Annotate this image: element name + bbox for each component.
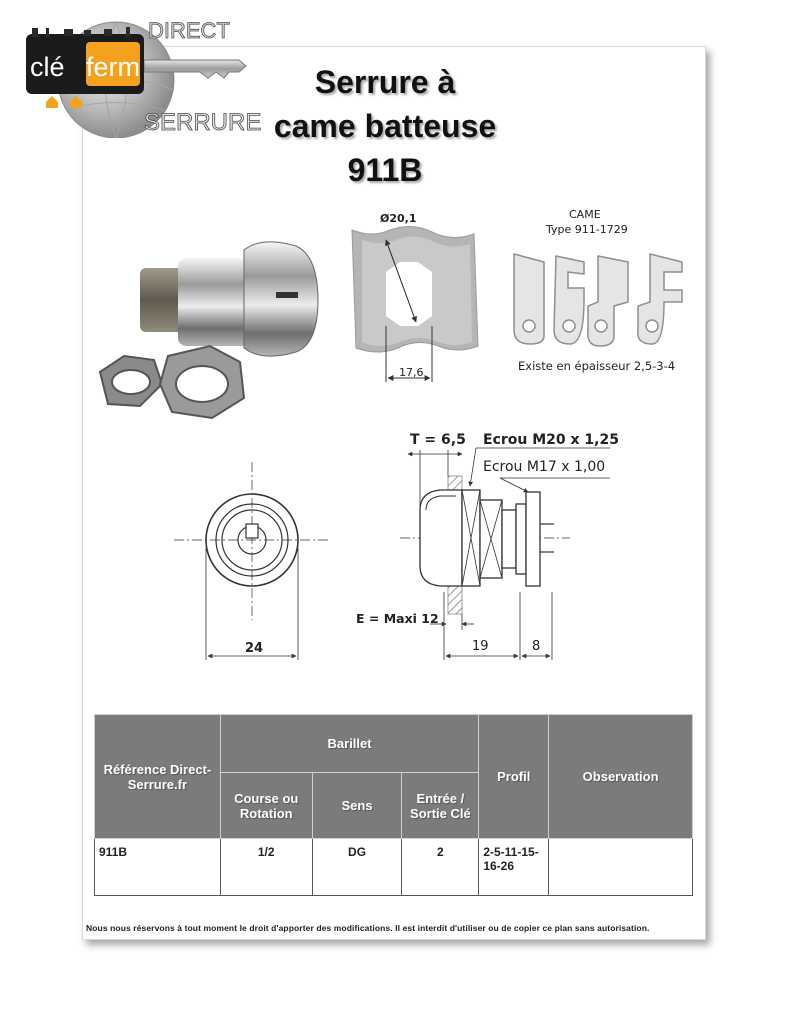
header-entree: Entrée / Sortie Clé [402,773,479,839]
nut-m17-label: Ecrou M17 x 1,00 [483,459,606,475]
profile-plate-drawing [352,226,478,382]
hex-nut-large [160,346,244,418]
logo-word-direct: DIRECT [148,18,230,43]
cam-label-line2: Type 911-1729 [546,223,628,236]
logo-brand-part2: ferm [86,52,140,82]
header-barillet: Barillet [220,715,479,773]
side-view-drawing [400,448,610,660]
cell-sens: DG [312,839,402,896]
title-line-2: came batteuse [273,108,497,144]
logo-word-serrure: SERRURE [144,109,262,136]
header-course: Course ou Rotation [220,773,312,839]
cell-course: 1/2 [220,839,312,896]
cam-label-line1: CAME [569,208,601,221]
cell-reference: 911B [95,839,221,896]
table-row [95,839,693,896]
cell-profil: 2-5-11-15-16-26 [479,839,549,896]
profile-width-label: 17,6 [399,366,424,379]
logo-brand-part1: clé [30,52,65,82]
specification-table [94,714,693,896]
nut-m20-label: Ecrou M20 x 1,25 [483,432,619,448]
header-sens: Sens [312,773,402,839]
header-profil: Profil [479,715,549,839]
cam-shapes [514,254,682,346]
title-line-3: 911B [347,152,423,188]
cell-entree: 2 [402,839,479,896]
profile-diameter-label: Ø20,1 [380,212,417,225]
header-reference: Référence Direct-Serrure.fr [95,715,221,839]
title-line-1: Serrure à [314,64,456,100]
dimension-19-label: 19 [472,639,489,654]
hex-nut-small [100,356,162,406]
lock-photo [100,242,318,418]
header-observation: Observation [549,715,693,839]
cam-thickness-note: Existe en épaisseur 2,5-3-4 [518,359,676,373]
cell-observation [549,839,693,896]
t-dimension-label: T = 6,5 [410,432,466,448]
dimension-8-label: 8 [532,639,541,654]
footer-disclaimer: Nous nous réservons à tout moment le droit d'apporter des modifications. Il est interdit d'utiliser ou de copier ce plan sans autorisation. [86,923,650,933]
front-view-drawing [174,462,330,660]
dimension-24-label: 24 [245,641,264,656]
e-dimension-label: E = Maxi 12 [356,611,439,626]
